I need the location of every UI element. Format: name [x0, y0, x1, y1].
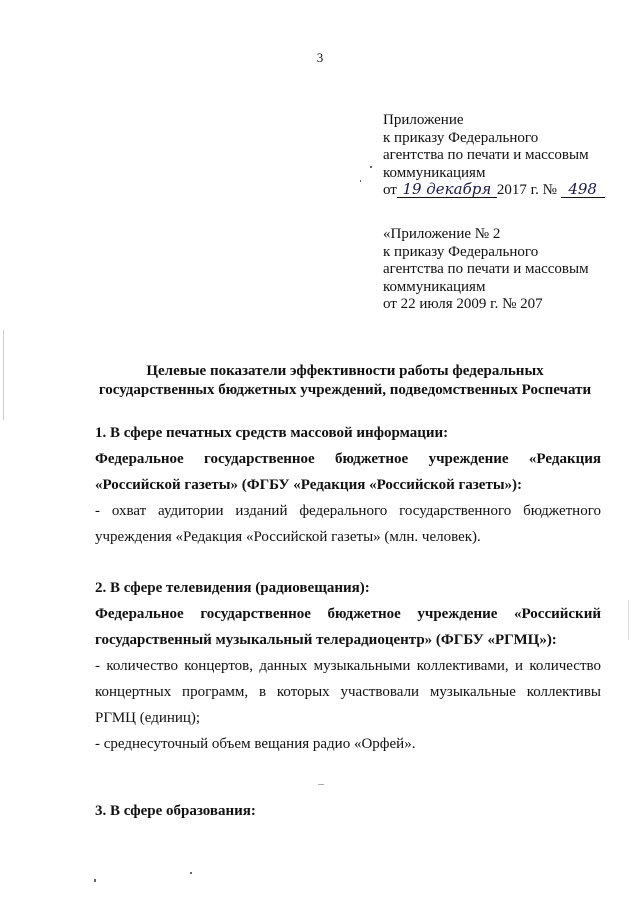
annex-line: Приложение: [383, 112, 464, 128]
section-heading: 2. В сфере телевидения (радиовещания):: [95, 580, 370, 596]
annex-line: коммуникациям: [383, 278, 486, 295]
scan-edge: [3, 330, 4, 420]
annex-line: агентства по печати и массовым: [383, 261, 589, 277]
annex-line: к приказу Федерального: [383, 129, 539, 146]
scan-speck: [94, 879, 96, 882]
scan-speck: [318, 784, 324, 785]
page-number: 3: [316, 50, 324, 65]
date-prefix: от: [383, 182, 397, 198]
section-heading: 1. В сфере печатных средств массовой информации:: [95, 425, 449, 441]
scan-speck: [370, 166, 372, 168]
section-heading: 3. В сфере образования:: [95, 803, 256, 819]
indicator-line: - количество концертов, данных музыкальными коллективами, и количество: [95, 658, 601, 674]
institution-line: государственный музыкальный телерадиоцентр» (ФГБУ «РГМЦ»):: [95, 632, 557, 648]
annex-current-order: [383, 112, 605, 200]
scan-edge: [628, 600, 629, 640]
institution-line: Федеральное государственное бюджетное учреждение «Редакция: [95, 451, 601, 467]
title-line: государственных бюджетных учреждений, подведомственных Роспечати: [98, 382, 592, 398]
annex-date-line: [383, 182, 605, 200]
indicator-line: - охват аудитории изданий федерального государственного бюджетного: [95, 503, 601, 519]
scan-speck: [190, 872, 192, 874]
institution-line: «Российской газеты» (ФГБУ «Редакция «Российской газеты»):: [95, 477, 523, 493]
document-title: [90, 362, 600, 400]
section-education: [95, 798, 601, 824]
title-line: Целевые показатели эффективности работы федеральных: [146, 363, 544, 379]
indicator-line: - среднесуточный объем вещания радио «Орфей».: [95, 736, 416, 752]
annex-line: коммуникациям: [383, 164, 486, 181]
scan-speck: [360, 180, 361, 182]
indicator-line: РГМЦ (единиц);: [95, 710, 201, 726]
indicator-line: концертных программ, в которых участвовали музыкальные коллективы: [95, 684, 601, 700]
indicator-line: учреждения «Редакция «Российской газеты» (млн. человек).: [95, 529, 481, 545]
annex-line: агентства по печати и массовым: [383, 147, 589, 163]
section-television: [95, 575, 601, 757]
institution-line: Федеральное государственное бюджетное учреждение «Российский: [95, 606, 601, 622]
section-print-media: [95, 420, 601, 550]
annex-line: «Приложение № 2: [383, 226, 501, 242]
annex-previous-order: [383, 226, 589, 314]
handwritten-date: 19 декабря: [397, 182, 497, 198]
handwritten-order-number: 498: [561, 182, 605, 198]
annex-line: от 22 июля 2009 г. № 207: [383, 296, 543, 312]
order-year: 2017 г. №: [496, 182, 557, 198]
annex-line: к приказу Федерального: [383, 243, 539, 260]
